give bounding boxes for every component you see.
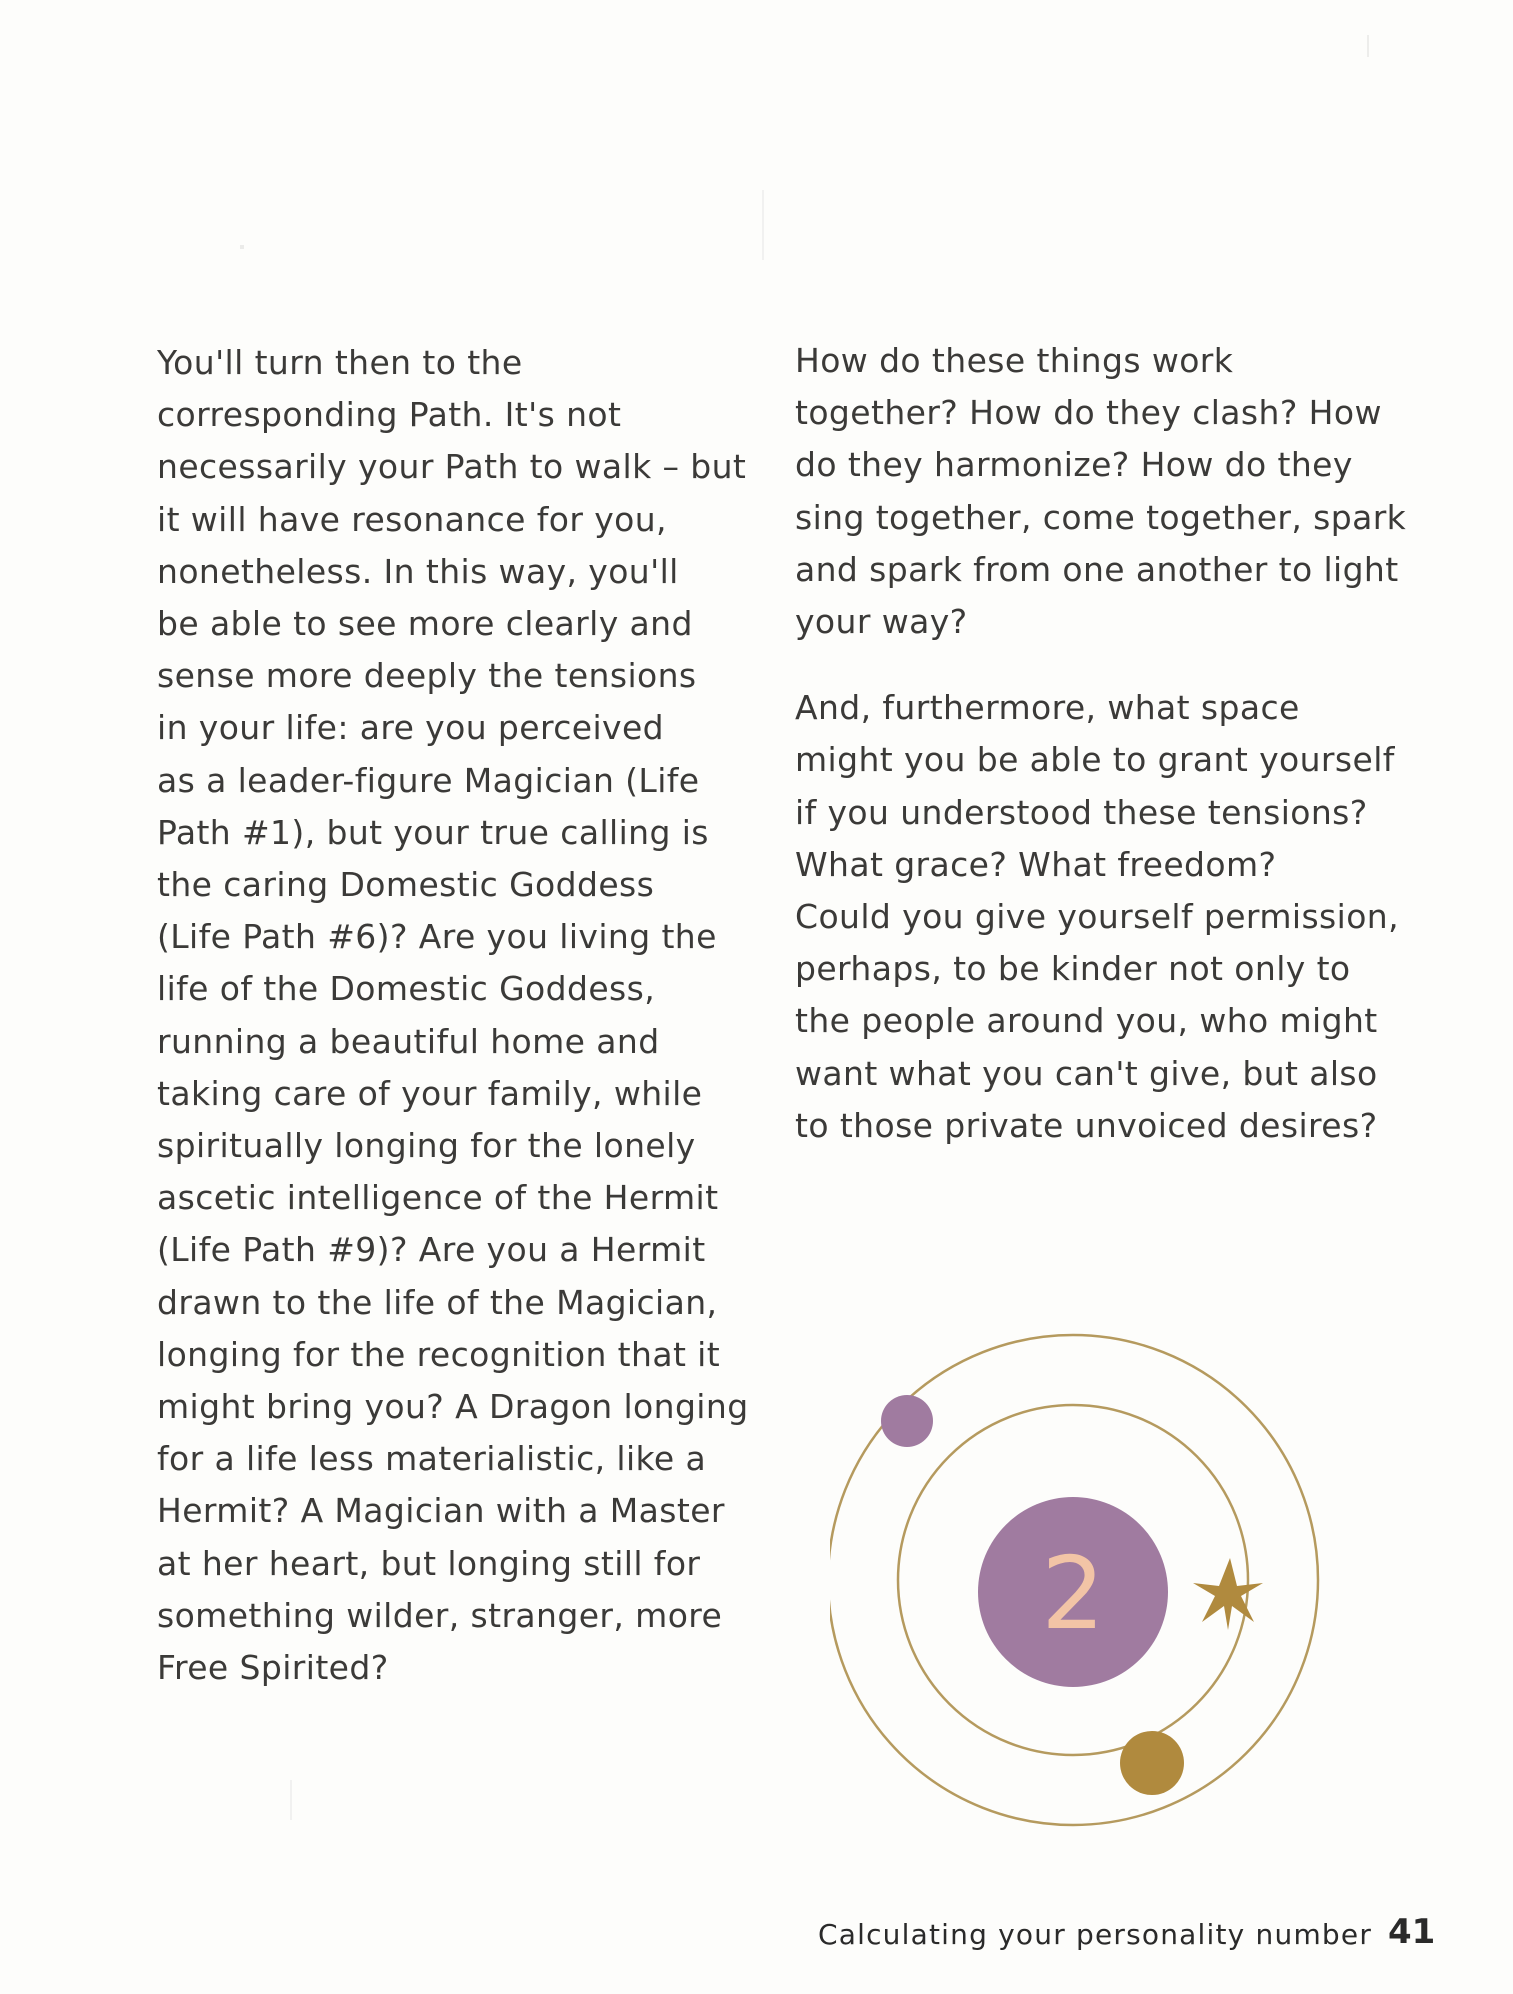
text-line: your way? [795, 602, 968, 642]
text-line: at her heart, but longing still for [157, 1543, 701, 1583]
right-column-text [795, 335, 1407, 1152]
text-line: corresponding Path. It's not [157, 395, 622, 435]
text-line: might you be able to grant yourself [795, 740, 1395, 780]
text-line: the people around you, who might [795, 1001, 1378, 1041]
text-line: something wilder, stranger, more [157, 1595, 723, 1635]
text-line: (Life Path #6)? Are you living the [157, 917, 717, 957]
text-line: What grace? What freedom? [795, 844, 1277, 884]
text-line: if you understood these tensions? [795, 792, 1368, 832]
paragraph [795, 682, 1399, 1152]
text-line: Hermit? A Magician with a Master [157, 1491, 725, 1531]
text-line: perhaps, to be kinder not only to [795, 949, 1351, 989]
text-line: do they harmonize? How do they [795, 445, 1353, 485]
text-line: life of the Domestic Goddess, [157, 969, 656, 1009]
text-line: the caring Domestic Goddess [157, 865, 655, 905]
running-footer-title: Calculating your personality number [818, 1918, 1373, 1951]
paragraph-spacer [795, 648, 1395, 682]
text-line: might bring you? A Dragon longing [157, 1387, 749, 1427]
text-line: longing for the recognition that it [157, 1334, 721, 1374]
text-line: spiritually longing for the lonely [157, 1126, 696, 1166]
scan-speck [762, 190, 764, 260]
scan-speck [1367, 35, 1369, 57]
text-line: Free Spirited? [157, 1648, 389, 1688]
text-line: for a life less materialistic, like a [157, 1439, 707, 1479]
text-line: together? How do they clash? How [795, 393, 1382, 433]
text-line: Could you give yourself permission, [795, 897, 1399, 937]
text-line: taking care of your family, while [157, 1073, 703, 1113]
scan-speck [240, 245, 244, 249]
text-line: it will have resonance for you, [157, 499, 667, 539]
scan-speck [290, 1780, 292, 1820]
text-line: You'll turn then to the [157, 343, 523, 382]
paragraph [795, 335, 1407, 648]
page-number: 41 [1388, 1912, 1436, 1952]
text-line: nonetheless. In this way, you'll [157, 551, 679, 591]
text-line: How do these things work [795, 341, 1234, 380]
orbit-emblem [830, 1330, 1350, 1850]
text-line: sense more deeply the tensions [157, 656, 697, 696]
text-line: Path #1), but your true calling is [157, 812, 709, 852]
text-line: ascetic intelligence of the Hermit [157, 1178, 719, 1218]
star-icon [1193, 1558, 1263, 1630]
text-line: and spark from one another to light [795, 549, 1399, 589]
text-line: as a leader-figure Magician (Life [157, 760, 700, 800]
text-line: want what you can't give, but also [795, 1053, 1378, 1093]
text-line: drawn to the life of the Magician, [157, 1282, 718, 1322]
small-planet-icon [881, 1395, 933, 1447]
text-line: in your life: are you perceived [157, 708, 664, 748]
text-line: necessarily your Path to walk – but [157, 447, 747, 487]
left-column-text [157, 337, 747, 1694]
text-line: be able to see more clearly and [157, 604, 693, 644]
text-line: sing together, come together, spark [795, 497, 1407, 537]
personality-number: 2 [1041, 1535, 1105, 1652]
text-line: And, furthermore, what space [795, 688, 1300, 728]
text-line: (Life Path #9)? Are you a Hermit [157, 1230, 706, 1270]
text-line: running a beautiful home and [157, 1021, 660, 1061]
text-line: to those private unvoiced desires? [795, 1105, 1378, 1145]
gold-planet-icon [1120, 1731, 1184, 1795]
page-footer [818, 1912, 1438, 1962]
